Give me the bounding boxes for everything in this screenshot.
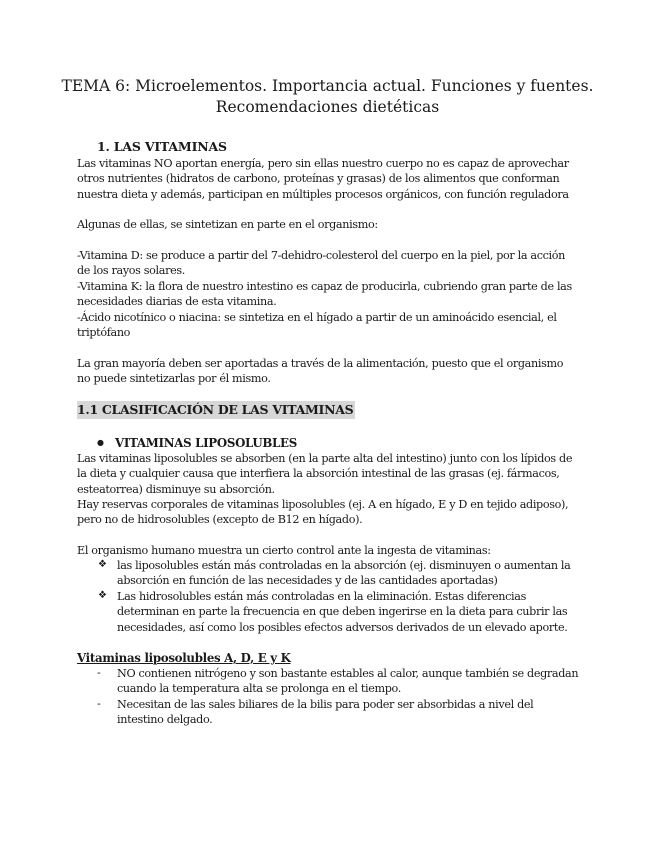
list-item: Necesitan de las sales biliares de la bilis para poder ser absorbidas a nivel del intestino delgado.	[117, 698, 534, 727]
diamond-bullet-icon: ❖	[98, 590, 107, 601]
section-heading-clasificacion: 1.1 CLASIFICACIÓN DE LAS VITAMINAS	[77, 402, 354, 417]
absorption-paragraph: Las vitaminas liposolubles se absorben (en la parte alta del intestino) junto con los lípidos de la dieta y cualquier causa que interfiera la absorción intestinal de las grasas (ej. fármacos, esteatorrea) disminuye su absorción.	[77, 452, 573, 496]
niacina-paragraph: -Ácido nicotínico o niacina: se sintetiza en el hígado a partir de un aminoácido esencial, el triptófano	[77, 311, 557, 340]
dash-bullet-icon: -	[97, 666, 101, 679]
control-paragraph: El organismo humano muestra un cierto control ante la ingesta de vitaminas:	[77, 544, 491, 557]
list-item: Las hidrosolubles están más controladas en la eliminación. Estas diferencias determinan en parte la frecuencia en que deben ingerirse en la dieta para cubrir las necesidades, así como los posibles efectos adversos derivados de un elevado aporte.	[117, 590, 568, 634]
list-item: las liposolubles están más controladas en la absorción (ej. disminuyen o aumentan la absorción en función de las necesidades y de las cantidades aportadas)	[117, 559, 571, 588]
subheading-liposolubles	[97, 436, 297, 450]
subheading-label: VITAMINAS LIPOSOLUBLES	[115, 436, 297, 450]
diamond-bullet-icon: ❖	[98, 559, 107, 570]
list-item: NO contienen nitrógeno y son bastante estables al calor, aunque también se degradan cuando la temperatura alta se prolonga en el tiempo.	[117, 667, 579, 696]
section-heading-vitaminas: 1. LAS VITAMINAS	[97, 139, 227, 154]
synthesis-intro: Algunas de ellas, se sintetizan en parte en el organismo:	[77, 218, 378, 231]
reserves-paragraph: Hay reservas corporales de vitaminas liposolubles (ej. A en hígado, E y D en tejido adiposo), pero no de hidrosolubles (excepto de B12 en hígado).	[77, 498, 569, 527]
title-line-1: TEMA 6: Microelementos. Importancia actual. Funciones y fuentes.	[61, 77, 594, 95]
dash-bullet-icon: -	[97, 697, 101, 710]
vitamin-k-paragraph: -Vitamina K: la flora de nuestro intestino es capaz de producirla, cubriendo gran parte de las necesidades diarias de esta vitamina.	[77, 280, 572, 309]
intro-paragraph: Las vitaminas NO aportan energía, pero sin ellas nuestro cuerpo no es capaz de aprovechar otros nutrientes (hidratos de carbono, proteínas y grasas) de los alimentos que conforman nuestra dieta y además, participan en múltiples procesos orgánicos, con función reguladora	[77, 157, 569, 201]
vitamin-d-paragraph: -Vitamina D: se produce a partir del 7-dehidro-colesterol del cuerpo en la piel, por la acción de los rayos solares.	[77, 249, 566, 278]
majority-paragraph: La gran mayoría deben ser aportadas a través de la alimentación, puesto que el organismo no puede sintetizarlas por él mismo.	[77, 357, 564, 386]
bullet-dot-icon: ●	[97, 437, 104, 447]
subheading-ade-k: Vitaminas liposolubles A, D, E y K	[77, 651, 291, 665]
title-line-2: Recomendaciones dietéticas	[215, 98, 440, 116]
page-title	[60, 76, 595, 118]
